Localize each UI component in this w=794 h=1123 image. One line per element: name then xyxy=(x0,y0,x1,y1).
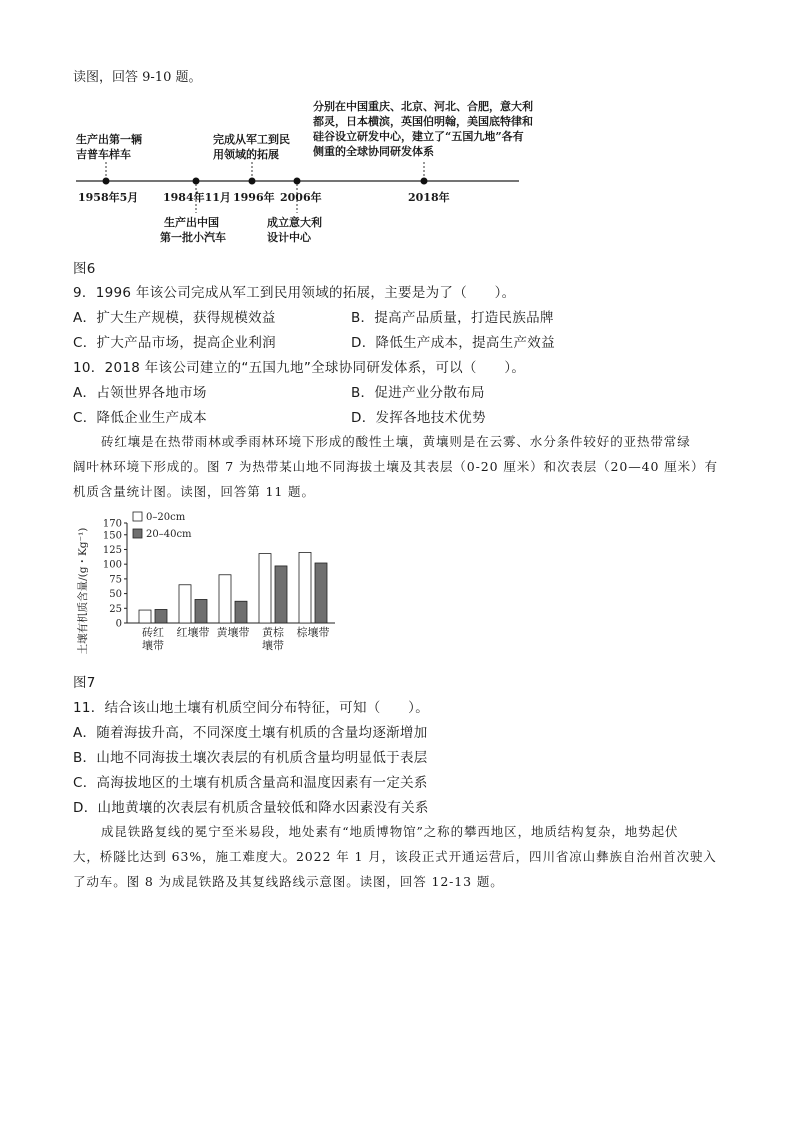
category-label-1: 红壤带 xyxy=(176,626,210,639)
passage-11-line-2: 阔叶林环境下形成的。图 7 为热带某山地不同海拔土壤及其表层（0-20 厘米）和次表层（20—40 厘米）有 xyxy=(73,459,718,474)
timeline-dot-1984 xyxy=(193,178,200,185)
legend-label-1: 20–40cm xyxy=(146,529,192,540)
q9-option-d: D．降低生产成本，提高生产效益 xyxy=(351,335,555,351)
y-tick-label-0: 0 xyxy=(115,618,122,630)
legend-swatch-0 xyxy=(133,512,142,521)
bar-subsurface-1 xyxy=(195,599,207,623)
q11-option-d: D．山地黄壤的次表层有机质含量较低和降水因素没有关系 xyxy=(73,800,429,816)
fig7-label: 图7 xyxy=(73,675,96,691)
category-label-2: 黄壤带 xyxy=(216,626,250,639)
year-1996: 1996年 xyxy=(233,191,275,204)
event-1958: 生产出第一辆 吉普车样车 xyxy=(76,133,142,161)
event-1996: 完成从军工到民 用领域的拓展 xyxy=(213,133,290,161)
q9-option-b: B．提高产品质量，打造民族品牌 xyxy=(351,310,554,326)
category-label-4: 棕壤带 xyxy=(296,626,330,639)
q10-option-a: A．占领世界各地市场 xyxy=(73,385,207,401)
year-2006: 2006年 xyxy=(280,191,322,204)
legend-swatch-1 xyxy=(133,529,142,538)
q11-stem: 11．结合该山地土壤有机质空间分布特征，可知（ ）。 xyxy=(73,700,430,716)
bar-subsurface-3 xyxy=(275,566,287,623)
bar-surface-0 xyxy=(139,610,151,623)
legend-label-0: 0–20cm xyxy=(146,512,186,523)
timeline-dot-1996 xyxy=(249,178,256,185)
q9-stem: 9．1996 年该公司完成从军工到民用领域的拓展，主要是为了（ ）。 xyxy=(73,285,516,301)
bar-subsurface-2 xyxy=(235,601,247,623)
passage-12-line-2: 大，桥隧比达到 63%，施工难度大。2022 年 1 月，该段正式开通运营后，四川省凉山彝族自治州首次驶入 xyxy=(73,849,717,864)
q10-option-b: B．促进产业分散布局 xyxy=(351,385,485,401)
bar-surface-4 xyxy=(299,552,311,623)
bar-surface-2 xyxy=(219,575,231,623)
passage-12-line-3: 了动车。图 8 为成昆铁路及其复线路线示意图。读图，回答 12-13 题。 xyxy=(73,874,504,889)
q9-option-a: A．扩大生产规模，获得规模效益 xyxy=(73,310,276,326)
category-label-0-0: 砖红 xyxy=(142,626,164,639)
q10-option-d: D．发挥各地技术优势 xyxy=(351,410,486,426)
timeline-dot-2006 xyxy=(294,178,301,185)
passage-12-line-1: 成昆铁路复线的冕宁至米易段，地处素有“地质博物馆”之称的攀西地区，地质结构复杂，地势起伏 xyxy=(101,824,679,839)
y-axis-title: 土壤有机质含量/(g・Kg⁻¹) xyxy=(77,527,89,655)
timeline-dot-1958 xyxy=(103,178,110,185)
organic-matter-chart xyxy=(70,508,350,668)
passage-11-line-3: 机质含量统计图。读图，回答第 11 题。 xyxy=(73,484,315,499)
year-2018: 2018年 xyxy=(408,191,450,204)
q11-option-a: A．随着海拔升高，不同深度土壤有机质的含量均逐渐增加 xyxy=(73,725,428,741)
timeline-dot-2018 xyxy=(421,178,428,185)
category-label-0-1: 壤带 xyxy=(142,639,164,652)
bar-surface-3 xyxy=(259,554,271,623)
y-tick-label-75: 75 xyxy=(109,574,122,586)
y-tick-label-125: 125 xyxy=(102,544,122,556)
year-1958: 1958年5月 xyxy=(78,191,139,204)
q10-option-c: C．降低企业生产成本 xyxy=(73,410,207,426)
q10-stem: 10．2018 年该公司建立的“五国九地”全球协同研发体系，可以（ ）。 xyxy=(73,360,526,376)
event-2018: 分别在中国重庆、北京、河北、合肥，意大利 都灵，日本横滨，英国伯明翰，美国底特律和 硅谷设立研发中心，建立了“五国九地”各有 侧重的全球协同研发体系 xyxy=(313,100,533,158)
q11-option-b: B．山地不同海拔土壤次表层的有机质含量均明显低于表层 xyxy=(73,750,428,766)
event-2006: 成立意大利 设计中心 xyxy=(267,216,322,244)
q9-option-c: C．扩大产品市场，提高企业利润 xyxy=(73,335,276,351)
fig6-label: 图6 xyxy=(73,261,96,277)
y-tick-label-50: 50 xyxy=(109,589,122,601)
y-tick-label-25: 25 xyxy=(109,603,122,615)
q11-option-c: C．高海拔地区的土壤有机质含量高和温度因素有一定关系 xyxy=(73,775,428,791)
passage-11-line-1: 砖红壤是在热带雨林或季雨林环境下形成的酸性土壤，黄壤则是在云雾、水分条件较好的亚热带常绿 xyxy=(101,434,691,449)
bar-surface-1 xyxy=(179,585,191,623)
category-label-3-1: 壤带 xyxy=(262,639,284,652)
year-1984: 1984年11月 xyxy=(163,191,231,204)
category-label-3-0: 黄棕 xyxy=(262,626,284,639)
intro-9-10: 读图，回答 9-10 题。 xyxy=(73,70,202,85)
bar-subsurface-4 xyxy=(315,563,327,623)
bar-subsurface-0 xyxy=(155,609,167,623)
y-tick-label-150: 150 xyxy=(102,530,122,542)
event-1984: 生产出中国 第一批小汽车 xyxy=(160,216,226,244)
y-tick-label-170: 170 xyxy=(102,518,122,530)
y-tick-label-100: 100 xyxy=(102,559,122,571)
